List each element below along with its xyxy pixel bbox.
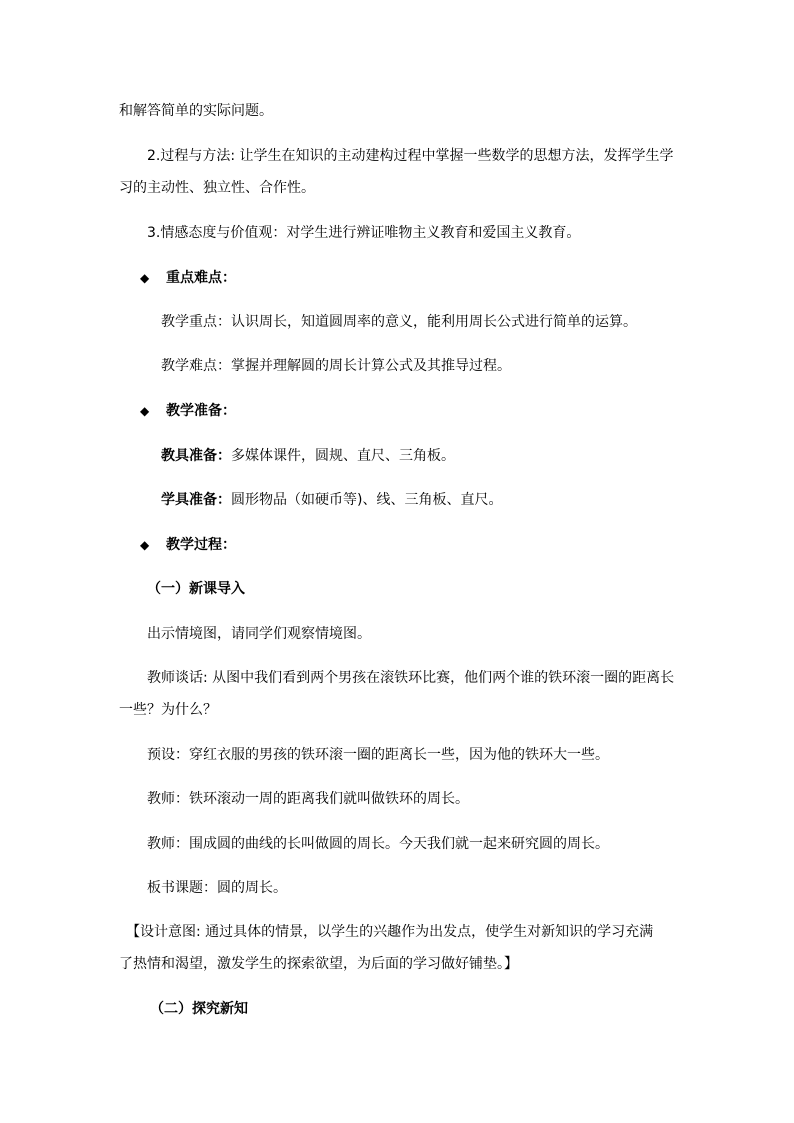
heading-key-points [140,268,236,288]
paragraph-line: 习的主动性、独立性、合作性。 [119,180,315,196]
prep-text: 多媒体课件，圆规、直尺、三角板。 [231,448,455,464]
heading-process [140,535,236,555]
diamond-bullet-icon: ◆ [140,404,150,418]
diamond-bullet-icon: ◆ [140,271,150,285]
section-heading: （二）探究新知 [150,1001,248,1017]
prep-label: 学具准备： [161,492,231,508]
heading-text: 教学过程： [166,537,236,553]
prep-label: 教具准备： [161,448,231,464]
paragraph-line: 教师：铁环滚动一周的距离我们就叫做铁环的周长。 [147,791,469,807]
difficult-point-line: 教学难点：掌握并理解圆的周长计算公式及其推导过程。 [161,358,511,374]
diamond-bullet-icon: ◆ [140,538,150,552]
paragraph-line: 和解答简单的实际问题。 [119,103,273,119]
key-point-line: 教学重点：认识周长，知道圆周率的意义，能利用周长公式进行简单的运算。 [161,314,637,330]
paragraph-line: 教师：围成圆的曲线的长叫做圆的周长。今天我们就一起来研究圆的周长。 [147,836,609,852]
objective-attitude-line: 3.情感态度与价值观：对学生进行辨证唯物主义教育和爱国主义教育。 [147,225,581,241]
heading-preparation [140,401,236,421]
section-heading: （一）新课导入 [147,581,245,597]
student-prep-line [161,490,502,510]
design-intent-line: 了热情和渴望，激发学生的探索欲望，为后面的学习做好铺垫。】 [119,956,518,972]
teacher-prep-line [161,446,455,466]
paragraph-line: 出示情境图，请同学们观察情境图。 [147,626,371,642]
paragraph-line: 板书课题：圆的周长。 [147,880,287,896]
paragraph-line: 一些？为什么？ [119,702,217,718]
heading-text: 教学准备： [166,403,236,419]
heading-text: 重点难点： [166,270,236,286]
design-intent-line: 【设计意图: 通过具体的情景，以学生的兴趣作为出发点，使学生对新知识的学习充满 [126,924,654,940]
prep-text: 圆形物品（如硬币等)、线、三角板、直尺。 [231,492,503,508]
paragraph-line: 预设：穿红衣服的男孩的铁环滚一圈的距离长一些，因为他的铁环大一些。 [147,747,609,763]
objective-process-line: 2.过程与方法: 让学生在知识的主动建构过程中掌握一些数学的思想方法，发挥学生学 [147,148,674,164]
paragraph-line: 教师谈话: 从图中我们看到两个男孩在滚铁环比赛，他们两个谁的铁环滚一圈的距离长 [147,670,675,686]
